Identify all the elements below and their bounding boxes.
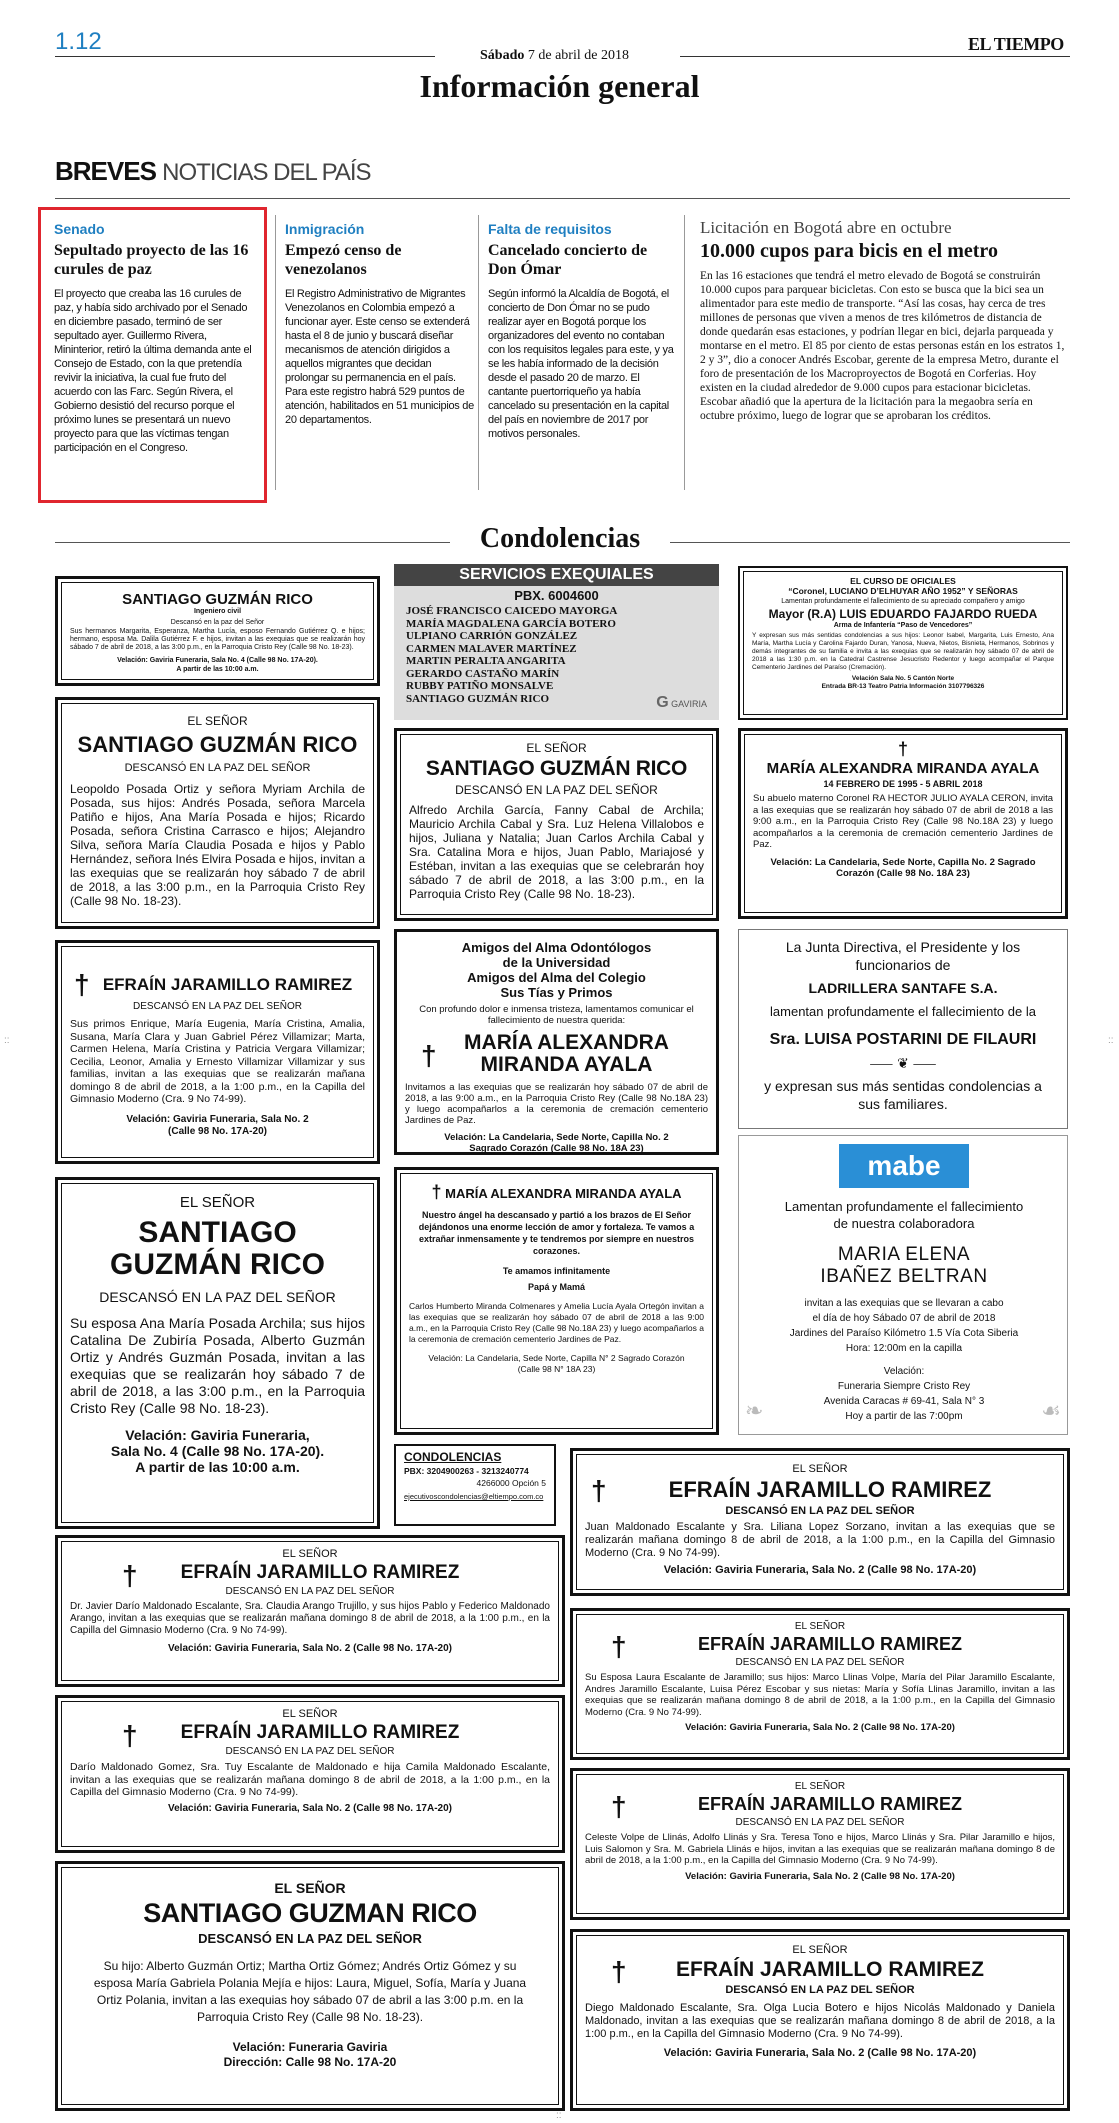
notice-head: La Junta Directiva, el Presidente y los funcionarios de bbox=[785, 939, 1021, 973]
notice-name: EFRAÍN JARAMILLO RAMIREZ bbox=[668, 1477, 992, 1502]
notice-pre: Con profundo dolor e inmensa tristeza, lamentamos comunicar el fallecimiento de nuestra querida: bbox=[419, 1004, 694, 1026]
brand-logo: EL TIEMPO bbox=[968, 34, 1064, 54]
servicios-name: GERARDO CASTAÑO MARÍN bbox=[406, 667, 560, 680]
notice-name: EFRAÍN JARAMILLO RAMIREZ bbox=[698, 1634, 962, 1654]
registration-mark: :: bbox=[4, 1035, 10, 1046]
notice-rest: Descansó en la paz del Señor bbox=[170, 619, 265, 626]
notice-body: Celeste Volpe de Llinás, Adolfo Llinás y Sra. Teresa Tono e hijos, Marco Llinás y Sra. Pilar Jaramillo e hijos, Luis Salomon y Sra. M. Gabriela Llinás e hijos, invitan a las exequias que se realizarán mañana domingo 8 de abril de 2018, a la 1:00 p.m., en la Capilla del Gimnasio Moderno (Cra. 9 No 74-99). bbox=[585, 1832, 1055, 1866]
cross-icon: † bbox=[122, 1560, 138, 1591]
notice-name: MARIA ELENA IBAÑEZ BELTRAN bbox=[820, 1244, 988, 1287]
breve-body: El Registro Administrativo de Migrantes Venezolanos en Colombia empezó a funcionar ayer. Este censo se extenderá hasta el 8 de junio y buscará diseñar mecanismos de atención dirigidos a aquellos migrantes que decidan prolongar su permanencia en el país. Para este registro habrá 529 puntos de atención, habilitados en 51 municipios de 20 departamentos. bbox=[285, 288, 474, 426]
notice-body: Y expresan sus más sentidas condolencias a sus hijos: Leonor Isabel, Margarita, Luis Ernesto, Ana María, Martha Lucía y Carolina Fajardo Duran, Yanosa, Nueva, Nietos, Bisnieta, Hermanos, Sobrinos y demás integrantes de su familia e invita a las exequias que se realizarán hoy sábado 07 de abril de 2018 a las 1:30 p.m. en la Catedral Castrense Jesucristo Redentor y luego acompañar el Parque Cementerio Jardines del Paraíso (Cremación). bbox=[752, 632, 1054, 671]
notice-body: Su abuelo materno Coronel RA HECTOR JULIO AYALA CERON, invita a las exequias que se realizarán hoy sábado 07 de abril de 2018 a las 9:00 a.m., en la Parroquia Cristo Rey (Calle 98 No.18A 23) y luego acompañarlos a la ceremonia de cremación cementerio Jardines de Paz. bbox=[753, 793, 1053, 850]
notice-servicios bbox=[394, 564, 719, 720]
notice-name: EFRAÍN JARAMILLO RAMIREZ bbox=[180, 1722, 460, 1743]
notice-body: Sus hermanos Margarita, Esperanza, Martha Lucía, esposo Fernando Gutiérrez Q. e hijos; hermano, esposa Ma. Dalila Gutiérrez F. e hijos, invitan a las exequias que se realizarán hoy sábado 7 de abril de 2018, a las 3:00 p.m., en la Parroquia Cristo Rey (Calle 98 No. 18-23). bbox=[70, 628, 365, 651]
notice-santiago-5 bbox=[394, 728, 719, 921]
notice-name: MARÍA ALEXANDRA MIRANDA AYALA bbox=[464, 1031, 669, 1076]
notice-name: EFRAÍN JARAMILLO RAMIREZ bbox=[698, 1794, 962, 1814]
notice-vel: Velación: Gaviria Funeraria, Sala No. 2 (Calle 98 No. 17A-20) bbox=[167, 1802, 452, 1814]
notice-pre: EL SEÑOR bbox=[179, 1194, 256, 1211]
cross-icon: † bbox=[431, 1182, 442, 1202]
notice-rest: DESCANSÓ EN LA PAZ DEL SEÑOR bbox=[725, 1984, 915, 1996]
breve-tag: Senado bbox=[54, 221, 105, 237]
notice-vel: Velación: Gaviria Funeraria, Sala No. 2 (Calle 98 No. 17A-20) bbox=[685, 1722, 955, 1733]
notice-name bbox=[409, 1182, 704, 1203]
notice-body: Leopoldo Posada Ortiz y señora Myriam Archila de Posada, sus hijos: Andrés Posada, señora Marcela Patiño e hijos, Ana María Posada e hijos; Ricardo Posada, señora Cristina Carrasco e hijos; Alejandro Silva, señora María Claudia Posada e hijos y Pablo Hernández, señora Inés Elvira Posada e hijos, invitan a las exequias que se realizarán hoy sábado 7 de abril de 2018, a las 3:00 p.m., en la Parroquia Cristo Rey (Calle 98 No. 18-23). bbox=[70, 782, 365, 908]
notice-ladrillera bbox=[738, 929, 1068, 1129]
mabe-logo: mabe bbox=[839, 1144, 969, 1188]
breve-feature bbox=[700, 218, 1070, 423]
cross-icon: † bbox=[897, 739, 908, 759]
cross-icon: † bbox=[611, 1631, 627, 1662]
wheat-icon: ❧ bbox=[745, 1398, 764, 1423]
flourish-icon: ⸺ ❦ ⸺ bbox=[869, 1055, 937, 1071]
breve-headline: Sepultado proyecto de las 16 curules de paz bbox=[54, 242, 249, 278]
notice-dates: 14 FEBRERO DE 1995 - 5 ABRIL 2018 bbox=[823, 779, 983, 789]
notice-body2: Te amamos infinitamente Papá y Mamá bbox=[502, 1266, 611, 1292]
notice-pre: EL SEÑOR bbox=[794, 1781, 846, 1792]
notice-rest: DESCANSÓ EN LA PAZ DEL SEÑOR bbox=[99, 1289, 336, 1305]
cross-icon: † bbox=[122, 1720, 138, 1751]
notice-pre: EL SEÑOR bbox=[187, 714, 248, 728]
header-rule-left bbox=[55, 56, 435, 57]
header-date-day: Sábado bbox=[480, 48, 525, 63]
notice-head: EL CURSO DE OFICIALES “Coronel, LUCIANO D’ELHUYAR AÑO 1952” Y SEÑORAS bbox=[788, 576, 1018, 596]
notice-post: y expresan sus más sentidas condolencias a sus familiares. bbox=[764, 1078, 1042, 1112]
section-title: Información general bbox=[419, 68, 700, 104]
gaviria-logo bbox=[656, 694, 707, 712]
notice-name: EFRAÍN JARAMILLO RAMIREZ bbox=[102, 975, 353, 994]
breve-body: El proyecto que creaba las 16 curules de paz, y había sido archivado por el Senado en diciembre pasado, terminó de ser sepultado ayer. Guillermo Rivera, Mininterior, retiró la última demanda ante el Consejo de Estado, con la que pretendía revivir la iniciativa, la cual fue fruto del acuerdo con las Farc. Según Rivera, el Gobierno desistió del recurso porque el próximo lunes se presentará un nuevo proyecto para que las víctimas tengan participación en el Congreso. bbox=[54, 288, 252, 454]
breve-divider bbox=[478, 215, 479, 490]
notice-rest: DESCANSÓ EN LA PAZ DEL SEÑOR bbox=[225, 1586, 395, 1597]
notice-efrain-5 bbox=[570, 1608, 1070, 1760]
notice-body: invitan a las exequias que se llevaran a cabo el día de hoy Sábado 07 de abril de 2018 Jardines del Paraíso Kilómetro 1.5 Vía Cota Siberia Hora: 12:00m en la capilla bbox=[789, 1298, 1019, 1354]
condolencias-title: Condolencias bbox=[479, 523, 641, 554]
notice-santiago-4 bbox=[55, 1861, 565, 2111]
notice-miranda-1 bbox=[738, 728, 1068, 919]
notice-vel: Velación: La Candelaria, Sede Norte, Capilla No. 2 Sagrado Corazón (Calle 98 No. 18A 23) bbox=[444, 1132, 669, 1152]
notice-vel: Velación: La Candelaria, Sede Norte, Capilla N° 2 Sagrado Corazón (Calle 98 N° 18A 23) bbox=[428, 1353, 685, 1374]
notice-rest: DESCANSÓ EN LA PAZ DEL SEÑOR bbox=[735, 1657, 905, 1668]
feature-kicker: Licitación en Bogotá abre en octubre bbox=[700, 218, 952, 237]
notice-pre: EL SEÑOR bbox=[274, 1880, 346, 1896]
breve-divider bbox=[684, 215, 685, 490]
servicios-name: MARÍA MAGDALENA GARCÍA BOTERO bbox=[406, 617, 616, 630]
breves-label-bold: BREVES bbox=[55, 156, 156, 186]
notice-body: Juan Maldonado Escalante y Sra. Liliana Lopez Sorzano, invitan a las exequias que se realizarán mañana domingo 8 de abril de 2018, a la 1:00 p.m., en la Capilla del Gimnasio Moderno (Cra. 9 No 74-99). bbox=[585, 1521, 1055, 1559]
notice-santiago-2 bbox=[55, 697, 380, 929]
cross-icon: † bbox=[611, 1956, 627, 1987]
servicios-name: CARMEN MALAVER MARTÍNEZ bbox=[406, 642, 577, 655]
notice-body: Invitamos a las exequias que se realizarán hoy sábado 07 de abril de 2018, a las 9:00 a.m., en la Parroquia Cristo Rey (Calle 98 No.18A 23) y luego acompañarlos a la ceremonia de cremación cementerio Jardines de Paz. bbox=[405, 1082, 708, 1126]
breve-headline: Empezó censo de venezolanos bbox=[285, 242, 402, 278]
notice-name: Mayor (R.A) LUIS EDUARDO FAJARDO RUEDA bbox=[768, 607, 1038, 621]
notice-vel: Velación: Funeraria Siempre Cristo Rey Avenida Caracas # 69-41, Sala N° 3 Hoy a partir de las 7:00pm bbox=[823, 1366, 985, 1422]
breves-label bbox=[55, 156, 371, 187]
breve-body: Según informó la Alcaldía de Bogotá, el concierto de Don Ómar no se pudo realizar ayer en Bogotá porque los organizadores del evento no contaban con los requisitos legales para este, y ya se les había informado de la decisión desde el pasado 20 de marzo. El cantante puertorriqueño ya había cancelado su presentación en la capital del país en noviembre de 2017 por motivos personales. bbox=[488, 288, 674, 440]
notice-name: SANTIAGO GUZMÁN RICO bbox=[425, 757, 688, 780]
notice-head: Amigos del Alma Odontólogos de la Universidad Amigos del Alma del Colegio Sus Tías y Primos bbox=[461, 940, 652, 1000]
notice-body: Su esposa Ana María Posada Archila; sus hijos Catalina De Zubiría Posada, Alberto Guzmán Ortiz y Andrés Guzmán Posada, invitan a las exequias que se realizarán hoy sábado 7 de abril de 2018, a las 3:00 p.m., en la Parroquia Cristo Rey (Calle 98 No. 18-23). bbox=[70, 1315, 365, 1416]
notice-pre: EL SEÑOR bbox=[792, 1944, 848, 1956]
gaviria-logo-text: GAVIRIA bbox=[671, 699, 707, 709]
breve-tag: Falta de requisitos bbox=[488, 221, 612, 237]
notice-name: SANTIAGO GUZMÁN RICO bbox=[77, 732, 358, 757]
notice-efrain-4 bbox=[570, 1448, 1070, 1596]
registration-mark: :: bbox=[556, 2110, 562, 2121]
cross-icon: † bbox=[591, 1475, 607, 1506]
notice-vel: Velación: Gaviria Funeraria, Sala No. 4 (Calle 98 No. 17A-20). A partir de las 10:00 a.m. bbox=[110, 1427, 325, 1475]
notice-name: SANTIAGO GUZMAN RICO bbox=[143, 1898, 477, 1928]
notice-body: Darío Maldonado Gomez, Sra. Tuy Escalante de Maldonado e hija Camila Maldonado Escalante, invitan a las exequias que se realizarán mañana domingo 8 de abril de 2018, a la 1:00 p.m., en la Capilla del Gimnasio Moderno (Cra. 9 No 74-99). bbox=[70, 1761, 550, 1798]
notice-name: SANTIAGO GUZMÁN RICO bbox=[122, 591, 313, 608]
contact-email: ejecutivoscondolencias@eltiempo.com.co bbox=[404, 1492, 544, 1501]
notice-vel: Velación: Gaviria Funeraria, Sala No. 4 (Calle 98 No. 17A-20). A partir de las 10:00 a.m. bbox=[117, 657, 318, 673]
notice-pre: EL SEÑOR bbox=[794, 1621, 846, 1632]
notice-body3: Carlos Humberto Miranda Colmenares y Amelia Lucía Ayala Ortegón invitan a las exequias que se realizarán hoy sábado 07 de abril de 2018 a las 9:00 a.m., en la Parroquia Cristo Rey (Calle 98 No.18A 23) y luego acompañarlos a la ceremonia de cremación cementerio Jardines de Paz. bbox=[409, 1301, 704, 1344]
notice-rest: DESCANSÓ EN LA PAZ DEL SEÑOR bbox=[133, 1001, 302, 1012]
notice-name-text: MARÍA ALEXANDRA MIRANDA AYALA bbox=[445, 1186, 682, 1201]
notice-rest: DESCANSÓ EN LA PAZ DEL SEÑOR bbox=[225, 1746, 395, 1757]
servicios-name: RUBBY PATIÑO MONSALVE bbox=[406, 680, 554, 692]
notice-pre: EL SEÑOR bbox=[282, 1708, 338, 1720]
notice-body: Dr. Javier Darío Maldonado Escalante, Sra. Claudia Arango Trujillo, y sus hijos Pablo y Federico Maldonado Arango, invitan a las exequias que se realizarán mañana domingo 8 de abril de 2018, a la 1:00 p.m., en la Capilla del Gimnasio Moderno (Cra. 9 No 74-99). bbox=[70, 1601, 550, 1636]
breve-item-2 bbox=[285, 221, 475, 427]
notice-name: SANTIAGO GUZMÁN RICO bbox=[110, 1216, 325, 1281]
notice-pre: lamentan profundamente el fallecimiento de la bbox=[770, 1004, 1036, 1019]
notice-efrain-2 bbox=[55, 1535, 565, 1687]
breves-label-light: NOTICIAS DEL PAÍS bbox=[162, 159, 371, 186]
notice-pre: EL SEÑOR bbox=[526, 741, 587, 755]
contact-phone: 4266000 Opción 5 bbox=[476, 1478, 546, 1488]
notice-body: Sus primos Enrique, María Eugenia, María Cristina, Amalia, Susana, María Clara y Juan Gabriel Pérez Villamizar; Marta, Carmen Helena, María Cristina y Patricia Vergara Villamizar; Cecilia, Leonor, Amalia y Ernesto Villamizar Villamizar y sus familias, invitan a las exequias que se realizarán mañana domingo 8 de abril de 2018, a la 1:00 p.m., en la Capilla del Gimnasio Moderno (Cra. 9 No 74-99). bbox=[70, 1018, 365, 1105]
notice-pre: Lamentan profundamente el fallecimiento de su apreciado compañero y amigo bbox=[781, 598, 1025, 605]
servicios-names bbox=[394, 605, 719, 705]
notice-vel: Velación: La Candelaria, Sede Norte, Capilla No. 2 Sagrado Corazón (Calle 98 No. 18A 23) bbox=[770, 856, 1036, 879]
servicios-name: JOSÉ FRANCISCO CAICEDO MAYORGA bbox=[406, 605, 618, 617]
notice-body: Su Esposa Laura Escalante de Jaramillo; sus hijos: Marco Llinas Volpe, María del Pilar Jaramillo Escalante, Andres Jaramillo Escalante, Luisa Pérez Escobar y sus nietas: María y Sofía Llinas Jaramillo, invitan a las exequias que se realizarán mañana domingo 8 de abril de 2018, a la 1:00 p.m., en la Capilla del Gimnasio Moderno (Cra. 9 No 74-99). bbox=[585, 1672, 1055, 1718]
notice-name: EFRAÍN JARAMILLO RAMIREZ bbox=[180, 1562, 460, 1583]
notice-mabe bbox=[738, 1135, 1068, 1435]
notice-vel: Velación: Funeraria Gaviria Dirección: Calle 98 No. 17A-20 bbox=[223, 2040, 397, 2069]
servicios-name: MARTIN PERALTA ANGARITA bbox=[406, 655, 566, 667]
notice-rest: DESCANSÓ EN LA PAZ DEL SEÑOR bbox=[124, 762, 311, 774]
notice-rest: DESCANSÓ EN LA PAZ DEL SEÑOR bbox=[735, 1817, 905, 1828]
notice-body: Diego Maldonado Escalante, Sra. Olga Lucia Botero e hijos Nicolás Maldonado y Daniela Maldonado, invitan a las exequias que se realizarán mañana domingo 8 de abril de 2018, a la 1:00 p.m., en la Capilla del Gimnasio Moderno (Cra. 9 No 74-99). bbox=[585, 2002, 1055, 2040]
breve-item-3 bbox=[488, 221, 678, 441]
notice-efrain-7 bbox=[570, 1929, 1070, 2111]
notice-miranda-2 bbox=[394, 929, 719, 1155]
notice-santiago-3 bbox=[55, 1177, 380, 1529]
breve-divider bbox=[275, 215, 276, 490]
breve-headline: Cancelado concierto de Don Ómar bbox=[488, 242, 648, 278]
feature-headline: 10.000 cupos para bicis en el metro bbox=[700, 240, 998, 262]
notice-body1: Nuestro ángel ha descansado y partió a los brazos de El Señor dejándonos una enorme lección de amor y fortaleza. Te vamos a extrañar inmensamente y te tendremos por siempre en nuestros corazones. bbox=[418, 1210, 695, 1256]
condolencias-rule-right bbox=[670, 542, 1070, 543]
notice-head: Lamentan profundamente el fallecimiento de nuestra colaboradora bbox=[784, 1199, 1024, 1231]
notice-santiago-1 bbox=[55, 576, 380, 686]
gaviria-g-icon: G bbox=[656, 694, 669, 711]
registration-mark: :: bbox=[1108, 1035, 1114, 1046]
notice-pre: EL SEÑOR bbox=[792, 1463, 848, 1475]
feature-body: En las 16 estaciones que tendrá el metro elevado de Bogotá se construirán 10.000 cupos para parquear bicicletas. Con esto se busca que la bici sea un alimentador para este medio de transporte. “Así las cosas, hay cerca de tres millones de personas que viven a menos de tres kilómetros de distancia de donde quedarán esas estaciones, y podrían llegar en bici, dejarla parqueada y montarse en el metro. El 85 por ciento de estas personas están en los estratos 1, 2 y 3”, dio a conocer Andrés Escobar, gerente de la empresa Metro, durante el foro de presentación de los Macroproyectos de Bogotá en Corferias. Hoy existen en la ciudad alrededor de 9.000 cupos para estacionar bicicletas. Escobar añadió que la apertura de la licitación para la megaobra sería en octubre próximo, luego de lograr que se aprobaran los créditos. bbox=[700, 270, 1065, 422]
notice-fajardo bbox=[738, 566, 1068, 720]
notice-sub: Arma de Infantería “Paso de Vencedores” bbox=[833, 622, 973, 629]
notice-vel: Velación Sala No. 5 Cantón Norte Entrada BR-13 Teatro Patria Información 3107796326 bbox=[821, 675, 985, 690]
servicios-title: SERVICIOS EXEQUIALES bbox=[394, 564, 719, 586]
notice-vel: Velación: Gaviria Funeraria, Sala No. 2 (Calle 98 No. 17A-20) bbox=[663, 2047, 977, 2059]
notice-pre: EL SEÑOR bbox=[282, 1548, 338, 1560]
notice-vel: Velación: Gaviria Funeraria, Sala No. 2 (Calle 98 No. 17A-20) bbox=[663, 1564, 977, 1576]
header-rule-right bbox=[680, 56, 1070, 57]
notice-name: Sra. LUISA POSTARINI DE FILAURI bbox=[769, 1031, 1037, 1048]
servicios-pbx: PBX. 6004600 bbox=[514, 588, 599, 603]
notice-rest: DESCANSÓ EN LA PAZ DEL SEÑOR bbox=[198, 1931, 422, 1946]
notice-efrain-1 bbox=[55, 940, 380, 1164]
notice-miranda-3 bbox=[394, 1167, 719, 1435]
notice-rest: DESCANSÓ EN LA PAZ DEL SEÑOR bbox=[725, 1505, 915, 1517]
ad-condolencias-contact bbox=[394, 1444, 556, 1526]
notice-body: Su hijo: Alberto Guzmán Ortiz; Martha Ortiz Gómez; Andrés Ortiz Gómez y su esposa María Gabriela Polania Mejía e hijos: Laura, Miguel, Sofía, María y Juana Ortiz Polania, invitan a las exequias hoy sábado 07 de abril a las 3:00 p.m. en la Parroquia Cristo Rey (Calle 98 No. 18-23). bbox=[93, 1959, 527, 2024]
cross-icon: † bbox=[421, 1040, 437, 1071]
notice-rest: DESCANSÓ EN LA PAZ DEL SEÑOR bbox=[455, 783, 658, 797]
notice-name: MARÍA ALEXANDRA MIRANDA AYALA bbox=[766, 760, 1040, 777]
notice-vel: Velación: Gaviria Funeraria, Sala No. 2 (Calle 98 No. 17A-20) bbox=[685, 1870, 955, 1882]
servicios-name: SANTIAGO GUZMÁN RICO bbox=[406, 692, 550, 705]
servicios-name: ULPIANO CARRIÓN GONZÁLEZ bbox=[406, 630, 578, 642]
wheat-icon: ☙ bbox=[1041, 1398, 1061, 1423]
header-date-rest: 7 de abril de 2018 bbox=[527, 48, 629, 63]
contact-title: CONDOLENCIAS bbox=[404, 1450, 502, 1464]
notice-vel: Velación: Gaviria Funeraria, Sala No. 2 (Calle 98 No. 17A-20) bbox=[167, 1643, 452, 1654]
condolencias-rule-left bbox=[55, 542, 450, 543]
notice-efrain-6 bbox=[570, 1768, 1070, 1920]
notice-vel: Velación: Gaviria Funeraria, Sala No. 2 (Calle 98 No. 17A-20) bbox=[126, 1113, 309, 1137]
notice-body: Alfredo Archila García, Fanny Cabal de Archila; Mauricio Archila Cabal y Sra. Luz Helena Villalobos e hijos, Juliana y Natalia; Juan Carlos Archila Cabal y Sra. Catalina Mora e hijos, Juan Pablo, Mariajosé y Estéban, invitan a las exequias que se celebrarán hoy sábado 7 de abril de 2018, a las 3:00 p.m., en la Parroquia Cristo Rey (Calle 98 No. 18-23). bbox=[409, 803, 704, 901]
header-date bbox=[480, 48, 629, 64]
cross-icon: † bbox=[611, 1791, 627, 1822]
cross-icon: † bbox=[74, 969, 90, 1000]
notice-name: EFRAÍN JARAMILLO RAMIREZ bbox=[676, 1958, 984, 1981]
notice-sub: Ingeniero civil bbox=[193, 608, 242, 615]
page-number: 1.12 bbox=[55, 28, 102, 55]
notice-efrain-3 bbox=[55, 1695, 565, 1853]
breve-tag: Inmigración bbox=[285, 221, 365, 237]
breves-rule bbox=[55, 198, 1070, 199]
notice-company: LADRILLERA SANTAFE S.A. bbox=[808, 980, 998, 996]
contact-pbx: PBX: 3204900263 - 3213240774 bbox=[404, 1466, 529, 1476]
breve-item-1 bbox=[54, 221, 254, 455]
